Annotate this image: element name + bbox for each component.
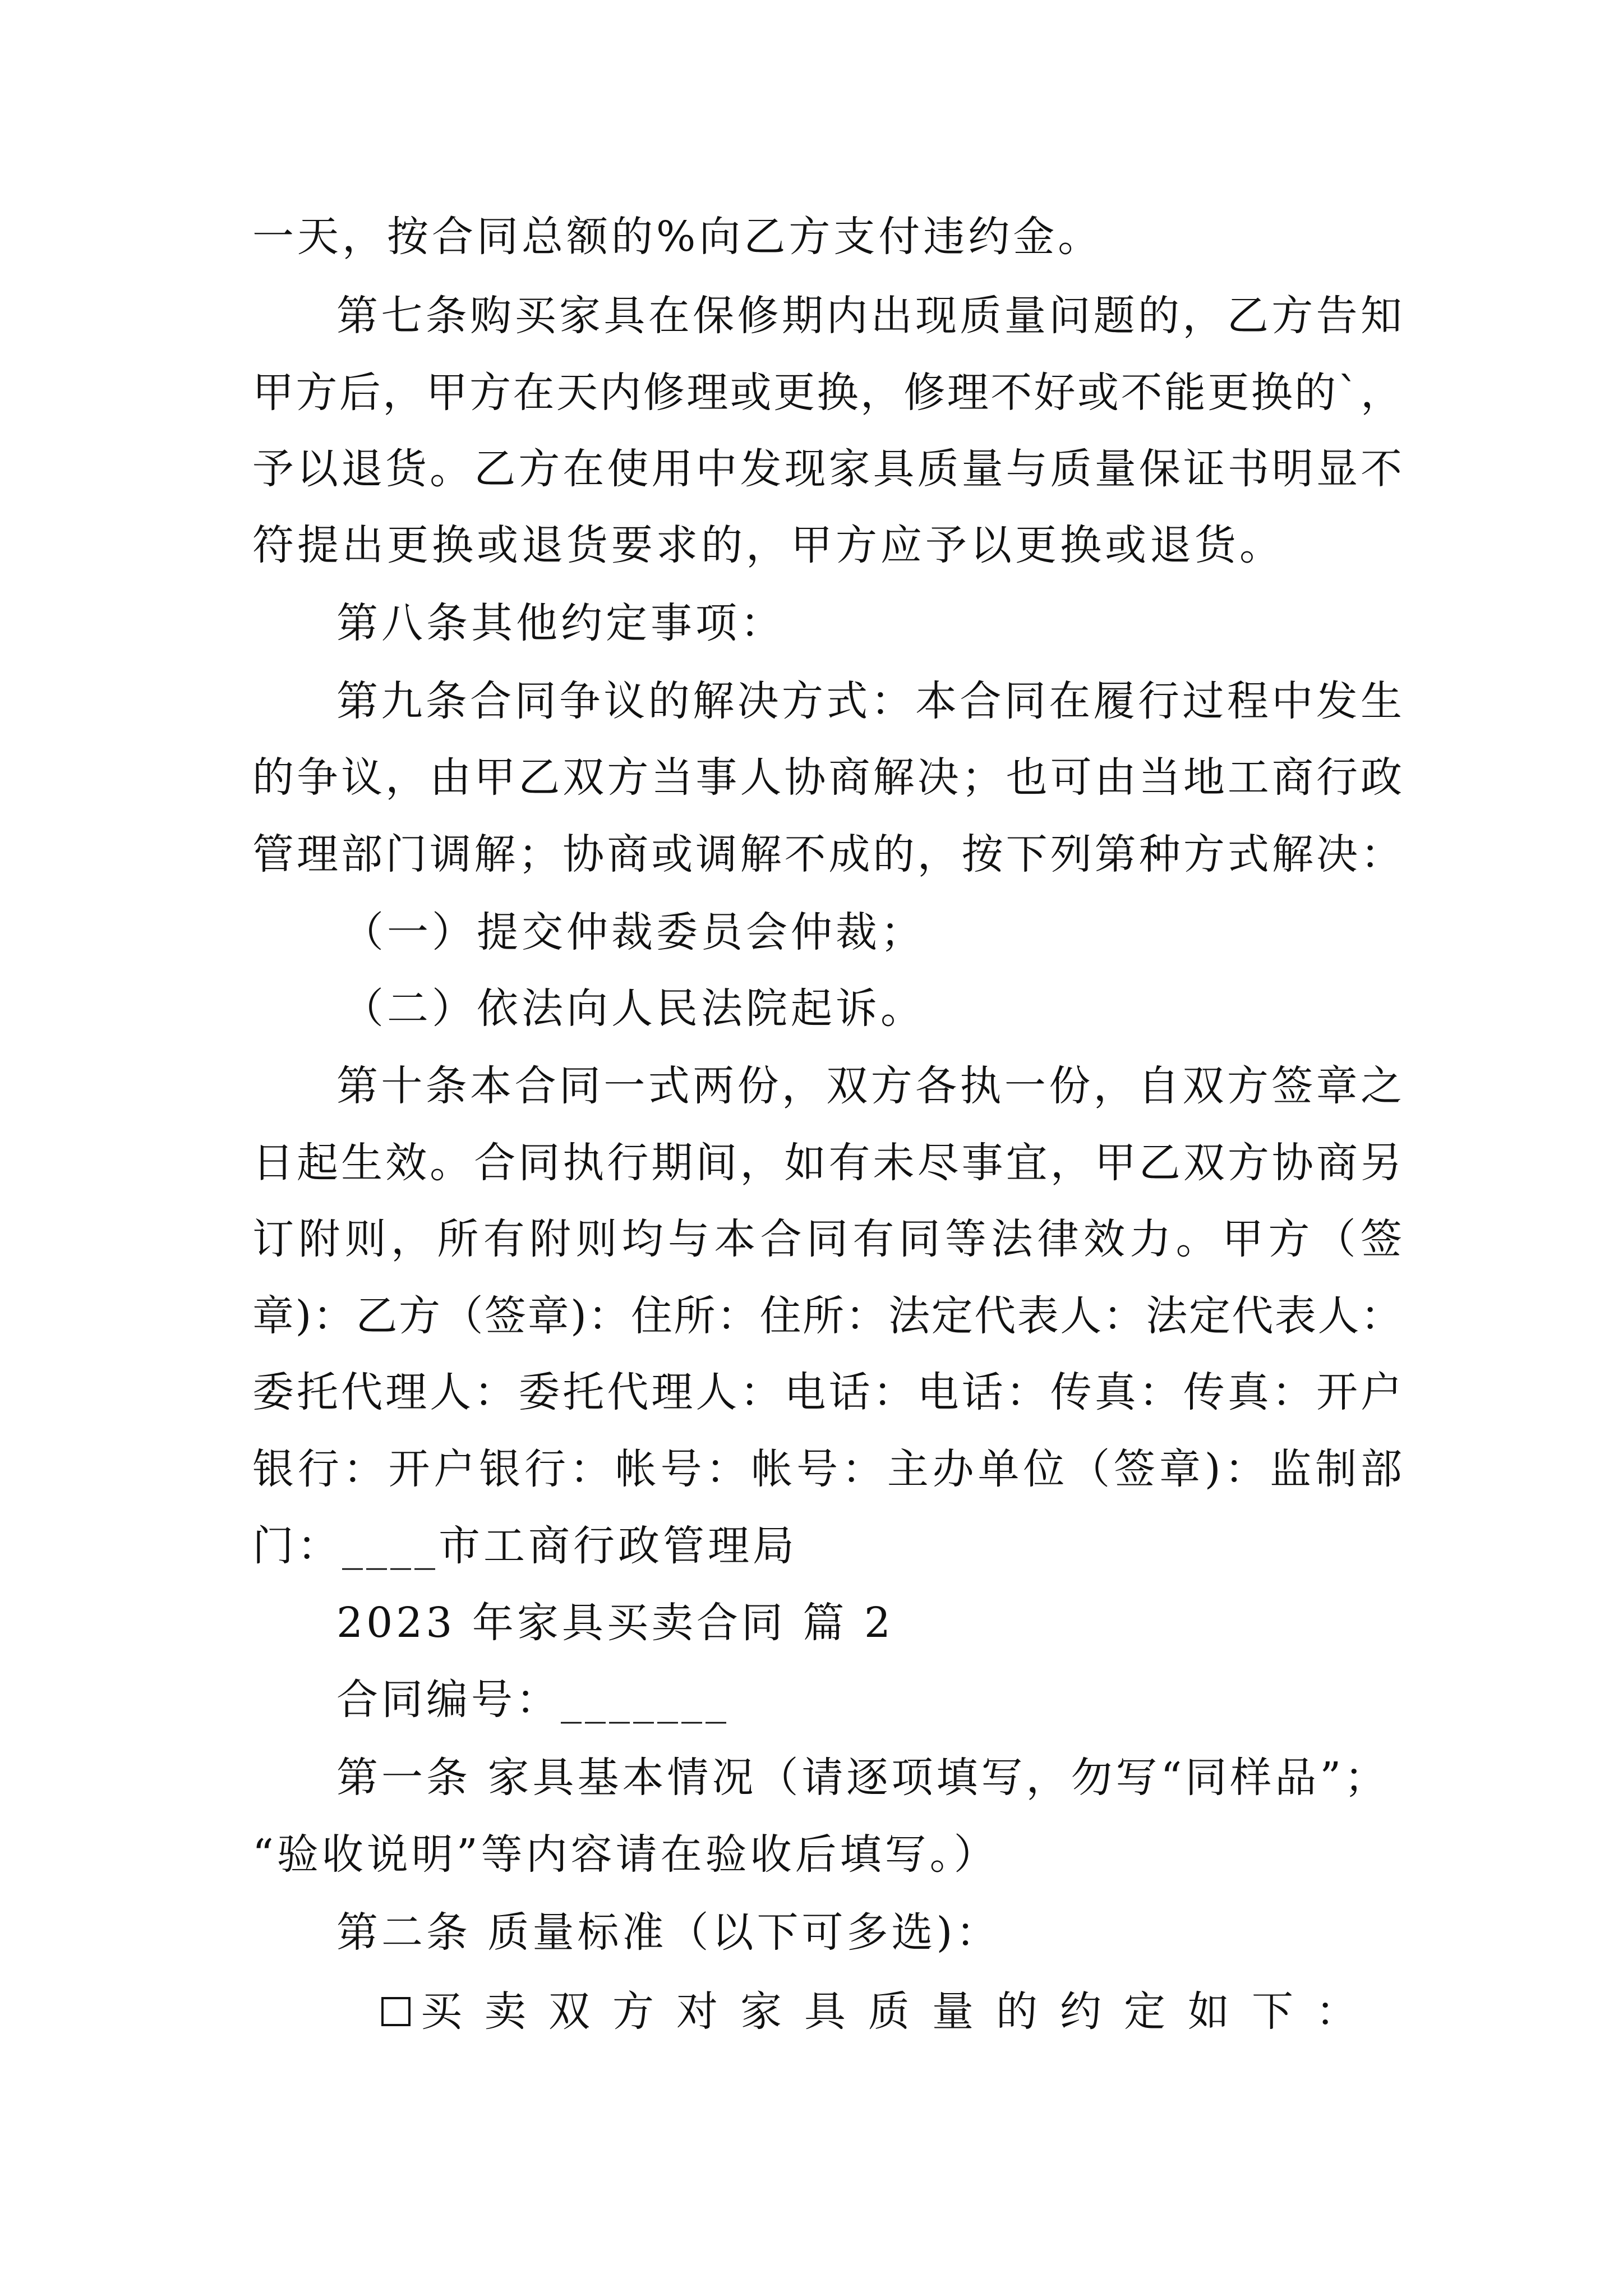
paragraph-line: 日起生效。合同执行期间，如有未尽事宜，甲乙双方协商另 bbox=[252, 1139, 1402, 1187]
checkbox-option bbox=[381, 1986, 1357, 2037]
paragraph-line: 订附则，所有附则均与本合同有同等法律效力。甲方（签 bbox=[252, 1215, 1402, 1263]
article-heading: 第二条 质量标准（以下可多选)： bbox=[336, 1908, 1001, 1957]
paragraph-line: 第十条本合同一式两份，双方各执一份，自双方签章之 bbox=[336, 1062, 1402, 1110]
paragraph-line: 第九条合同争议的解决方式：本合同在履行过程中发生 bbox=[336, 677, 1402, 725]
paragraph-line: 予以退货。乙方在使用中发现家具质量与质量保证书明显不 bbox=[252, 445, 1402, 493]
paragraph-line: 委托代理人：委托代理人：电话：电话：传真：传真：开户 bbox=[252, 1368, 1402, 1416]
list-item: （二）依法向人民法院起诉。 bbox=[342, 984, 925, 1033]
contract-number-line: 合同编号：_______ bbox=[336, 1676, 730, 1724]
article-heading: 第一条 家具基本情况（请逐项填写，勿写“同样品”； bbox=[336, 1754, 1390, 1802]
paragraph-line: 第八条其他约定事项： bbox=[336, 599, 785, 647]
paragraph-line: 门：____市工商行政管理局 bbox=[252, 1522, 797, 1570]
paragraph-line: 章)：乙方（签章)：住所：住所：法定代表人：法定代表人： bbox=[252, 1292, 1402, 1340]
paragraph-line: 的争议，由甲乙双方当事人协商解决；也可由当地工商行政 bbox=[252, 753, 1402, 802]
section-heading: 2023 年家具买卖合同 篇 2 bbox=[336, 1599, 894, 1647]
checkbox-label: 买卖双方对家具质量的约定如下： bbox=[421, 1987, 1357, 2036]
paragraph-line: 管理部门调解；协商或调解不成的，按下列第种方式解决： bbox=[252, 830, 1402, 878]
paragraph-line: 一天，按合同总额的%向乙方支付违约金。 bbox=[252, 213, 1103, 261]
paragraph-line: 银行：开户银行：帐号：帐号：主办单位（签章)：监制部 bbox=[252, 1445, 1402, 1493]
paragraph-line: 甲方后，甲方在天内修理或更换，修理不好或不能更换的`， bbox=[252, 369, 1402, 417]
checkbox-icon bbox=[381, 1997, 411, 2026]
paragraph-line: 第七条购买家具在保修期内出现质量问题的，乙方告知 bbox=[336, 292, 1402, 340]
list-item: （一）提交仲裁委员会仲裁； bbox=[342, 908, 925, 956]
paragraph-line: “验收说明”等内容请在验收后填写。） bbox=[252, 1830, 999, 1879]
paragraph-line: 符提出更换或退货要求的，甲方应予以更换或退货。 bbox=[252, 521, 1284, 569]
